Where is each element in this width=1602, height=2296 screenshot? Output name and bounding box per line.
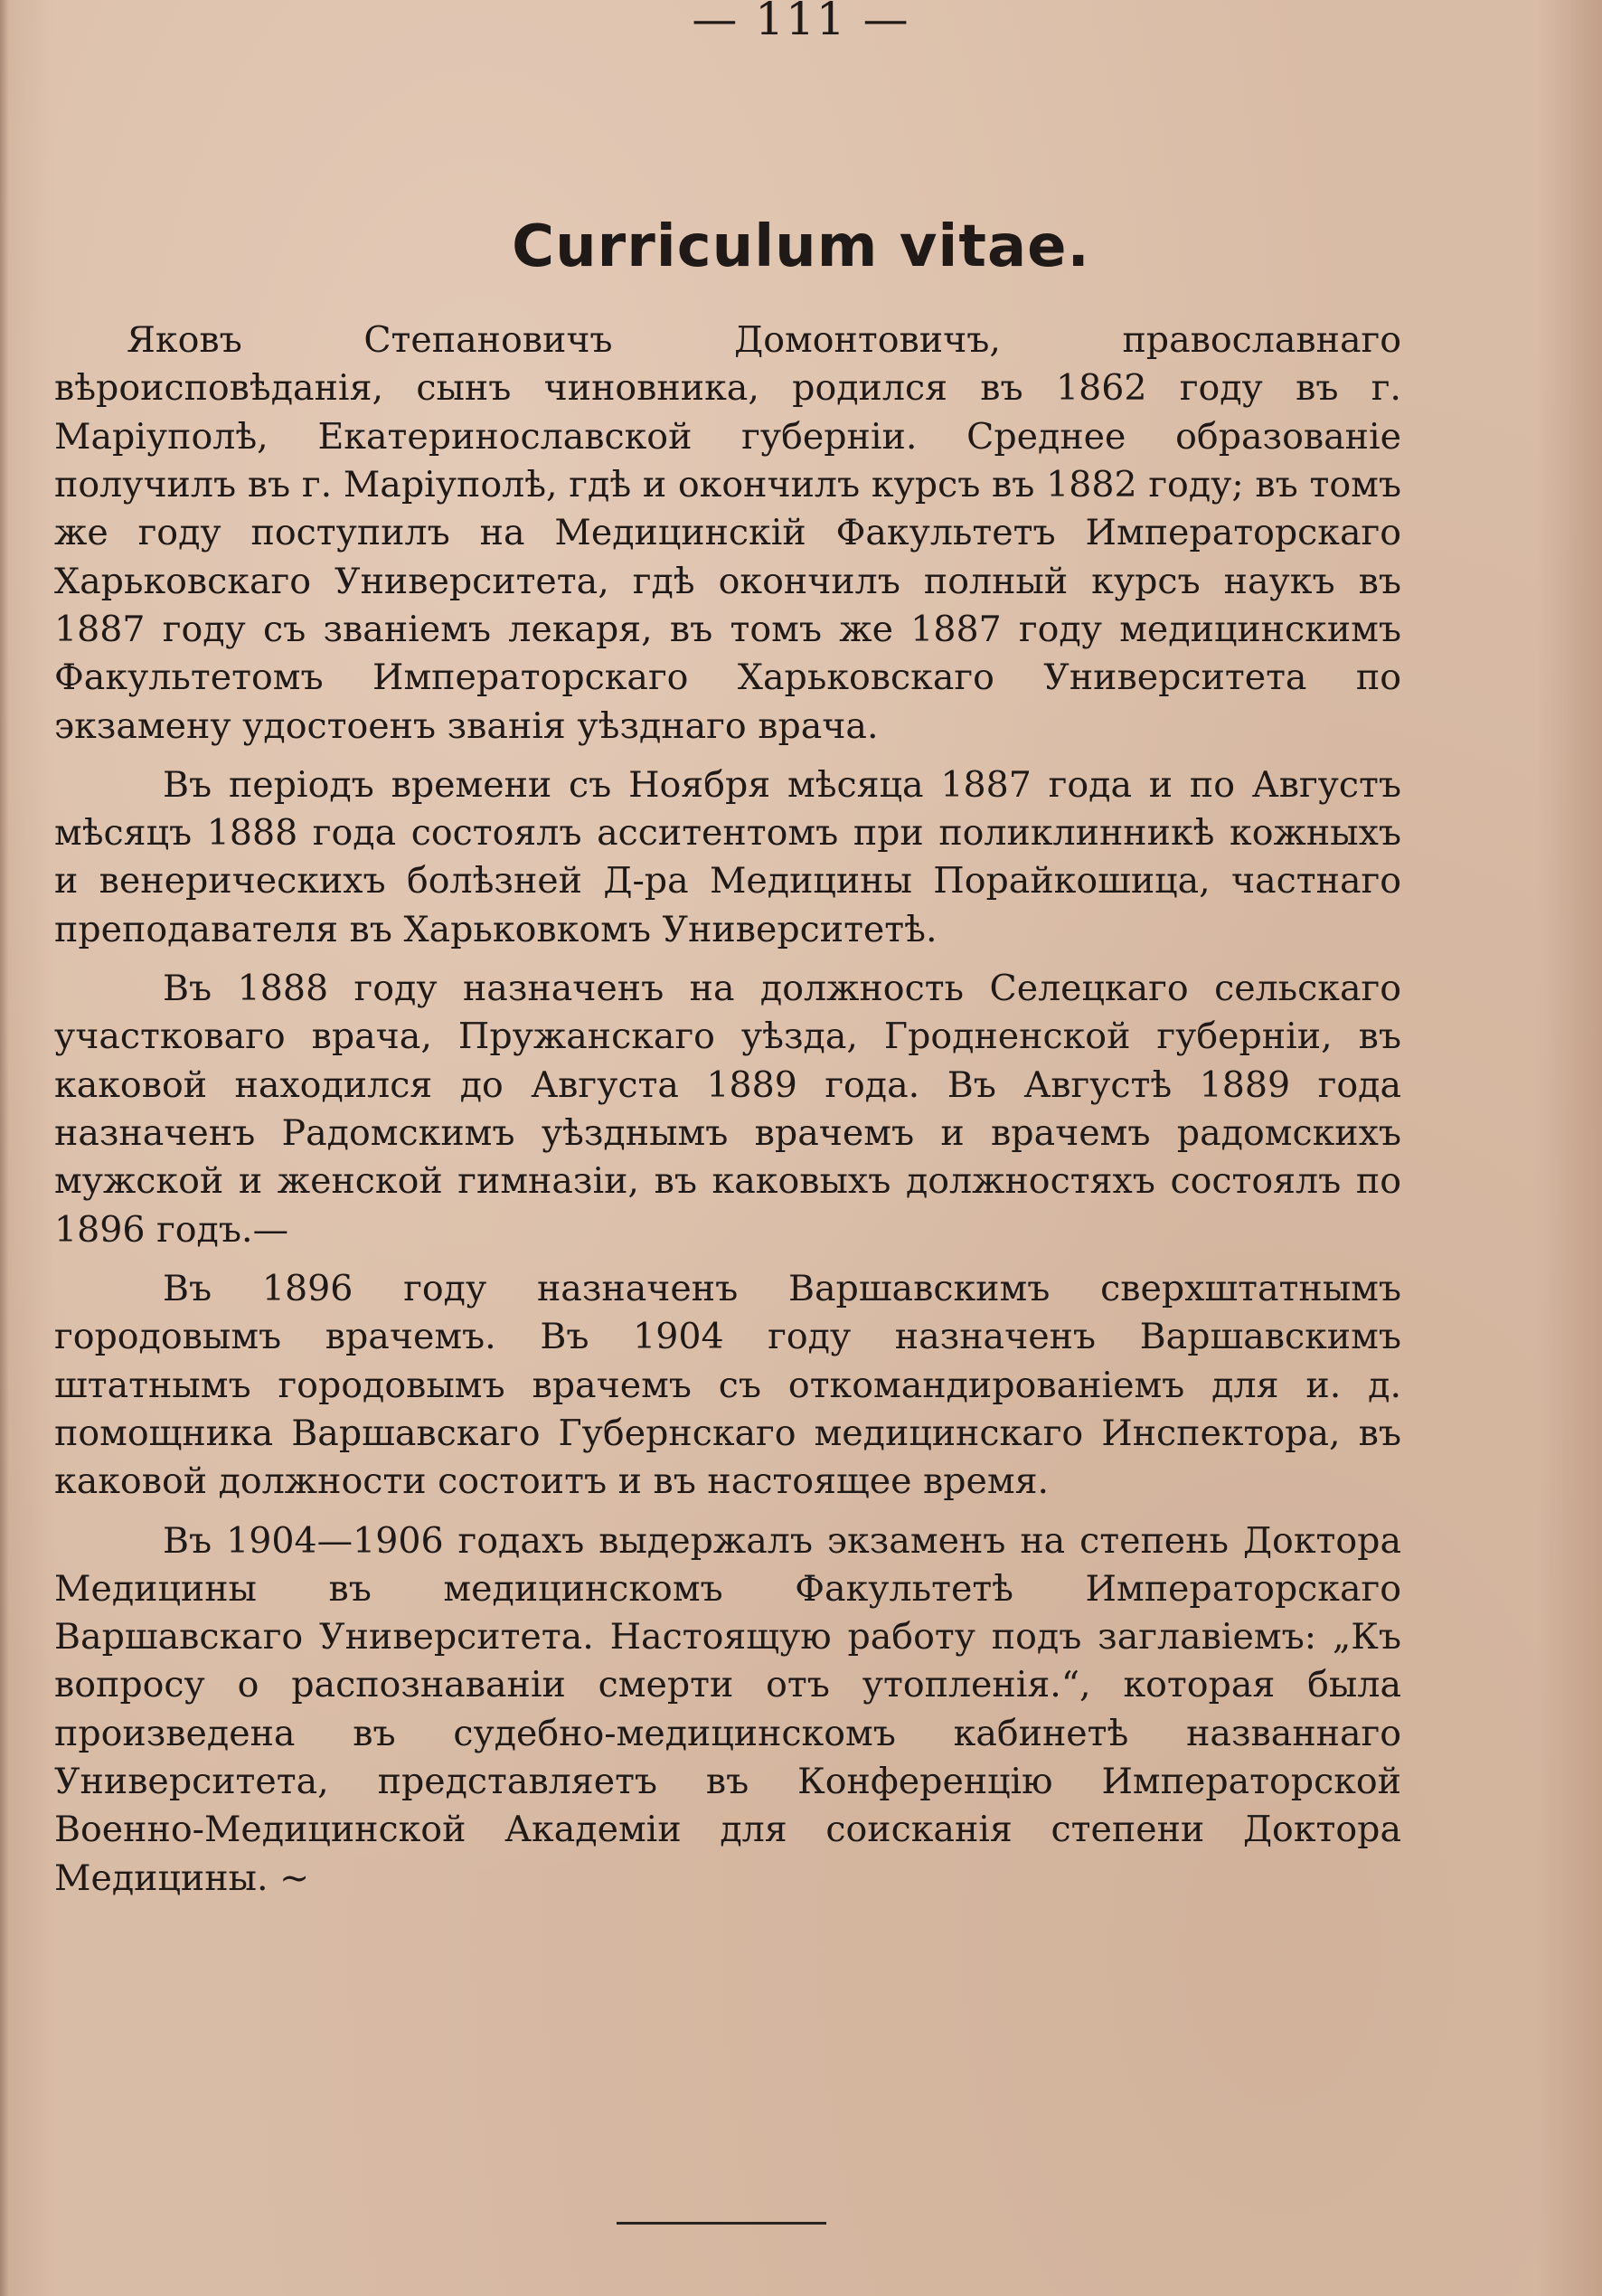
paragraph-2: Въ періодъ времени съ Ноября мѣсяца 1887 года и по Августъ мѣсяцъ 1888 года состоялъ асситентомъ при поликлинникѣ кожныхъ и венерическихъ болѣзней Д-ра Медицины Порайкошица, частнаго преподавателя въ Харьковкомъ Университетѣ. [54,763,1401,950]
page-number: — 111 — [692,0,910,45]
page-edge-shadow [0,0,9,2296]
body-text [54,317,1401,1913]
paragraph-1: Яковъ Степановичъ Домонтовичъ, православнаго вѣроисповѣданія, сынъ чиновника, родился въ 1862 году въ г. Маріуполѣ, Екатеринославской губерніи. Среднее образованіе получилъ въ г. Маріуполѣ, гдѣ и окончилъ курсъ въ 1882 году; въ томъ же году поступилъ на Медицинскій Факультетъ Императорскаго Харьковскаго Университета, гдѣ окончилъ полный курсъ наукъ въ 1887 году съ званіемъ лекаря, въ томъ же 1887 году медицинскимъ Факультетомъ Императорскаго Харьковскаго Университета по экзамену удостоенъ званія уѣзднаго врача. [54,319,1401,747]
closing-rule [617,2222,826,2225]
page-title: Curriculum vitae. [512,213,1090,280]
paragraph-4: Въ 1896 году назначенъ Варшавскимъ сверхштатнымъ городовымъ врачемъ. Въ 1904 году назначенъ Варшавскимъ штатнымъ городовымъ врачемъ съ откомандированіемъ для и. д. помощника Варшавскаго Губернскаго медицинскаго Инспектора, въ каковой должности состоитъ и въ настоящее время. [54,1267,1401,1503]
paragraph-3: Въ 1888 году назначенъ на должность Селецкаго сельскаго участковаго врача, Пружанскаго уѣзда, Гродненской губерніи, въ каковой находился до Августа 1889 года. Въ Августѣ 1889 года назначенъ Радомскимъ уѣзднымъ врачемъ и врачемъ радомскихъ мужской и женской гимназіи, въ каковыхъ должностяхъ состоялъ по 1896 годъ.— [54,968,1401,1251]
paragraph-5: Въ 1904—1906 годахъ выдержалъ экзаменъ на степень Доктора Медицины въ медицинскомъ Факультетѣ Императорскаго Варшавскаго Университета. Настоящую работу подъ заглавіемъ: „Къ вопросу о распознаваніи смерти отъ утопленія.“, которая была произведена въ судебно-медицинскомъ кабинетѣ названнаго Университета, представляетъ въ Конференцію Императорской Военно-Медицинской Академіи для соисканія степени Доктора Медицины. ~ [54,1519,1401,1899]
